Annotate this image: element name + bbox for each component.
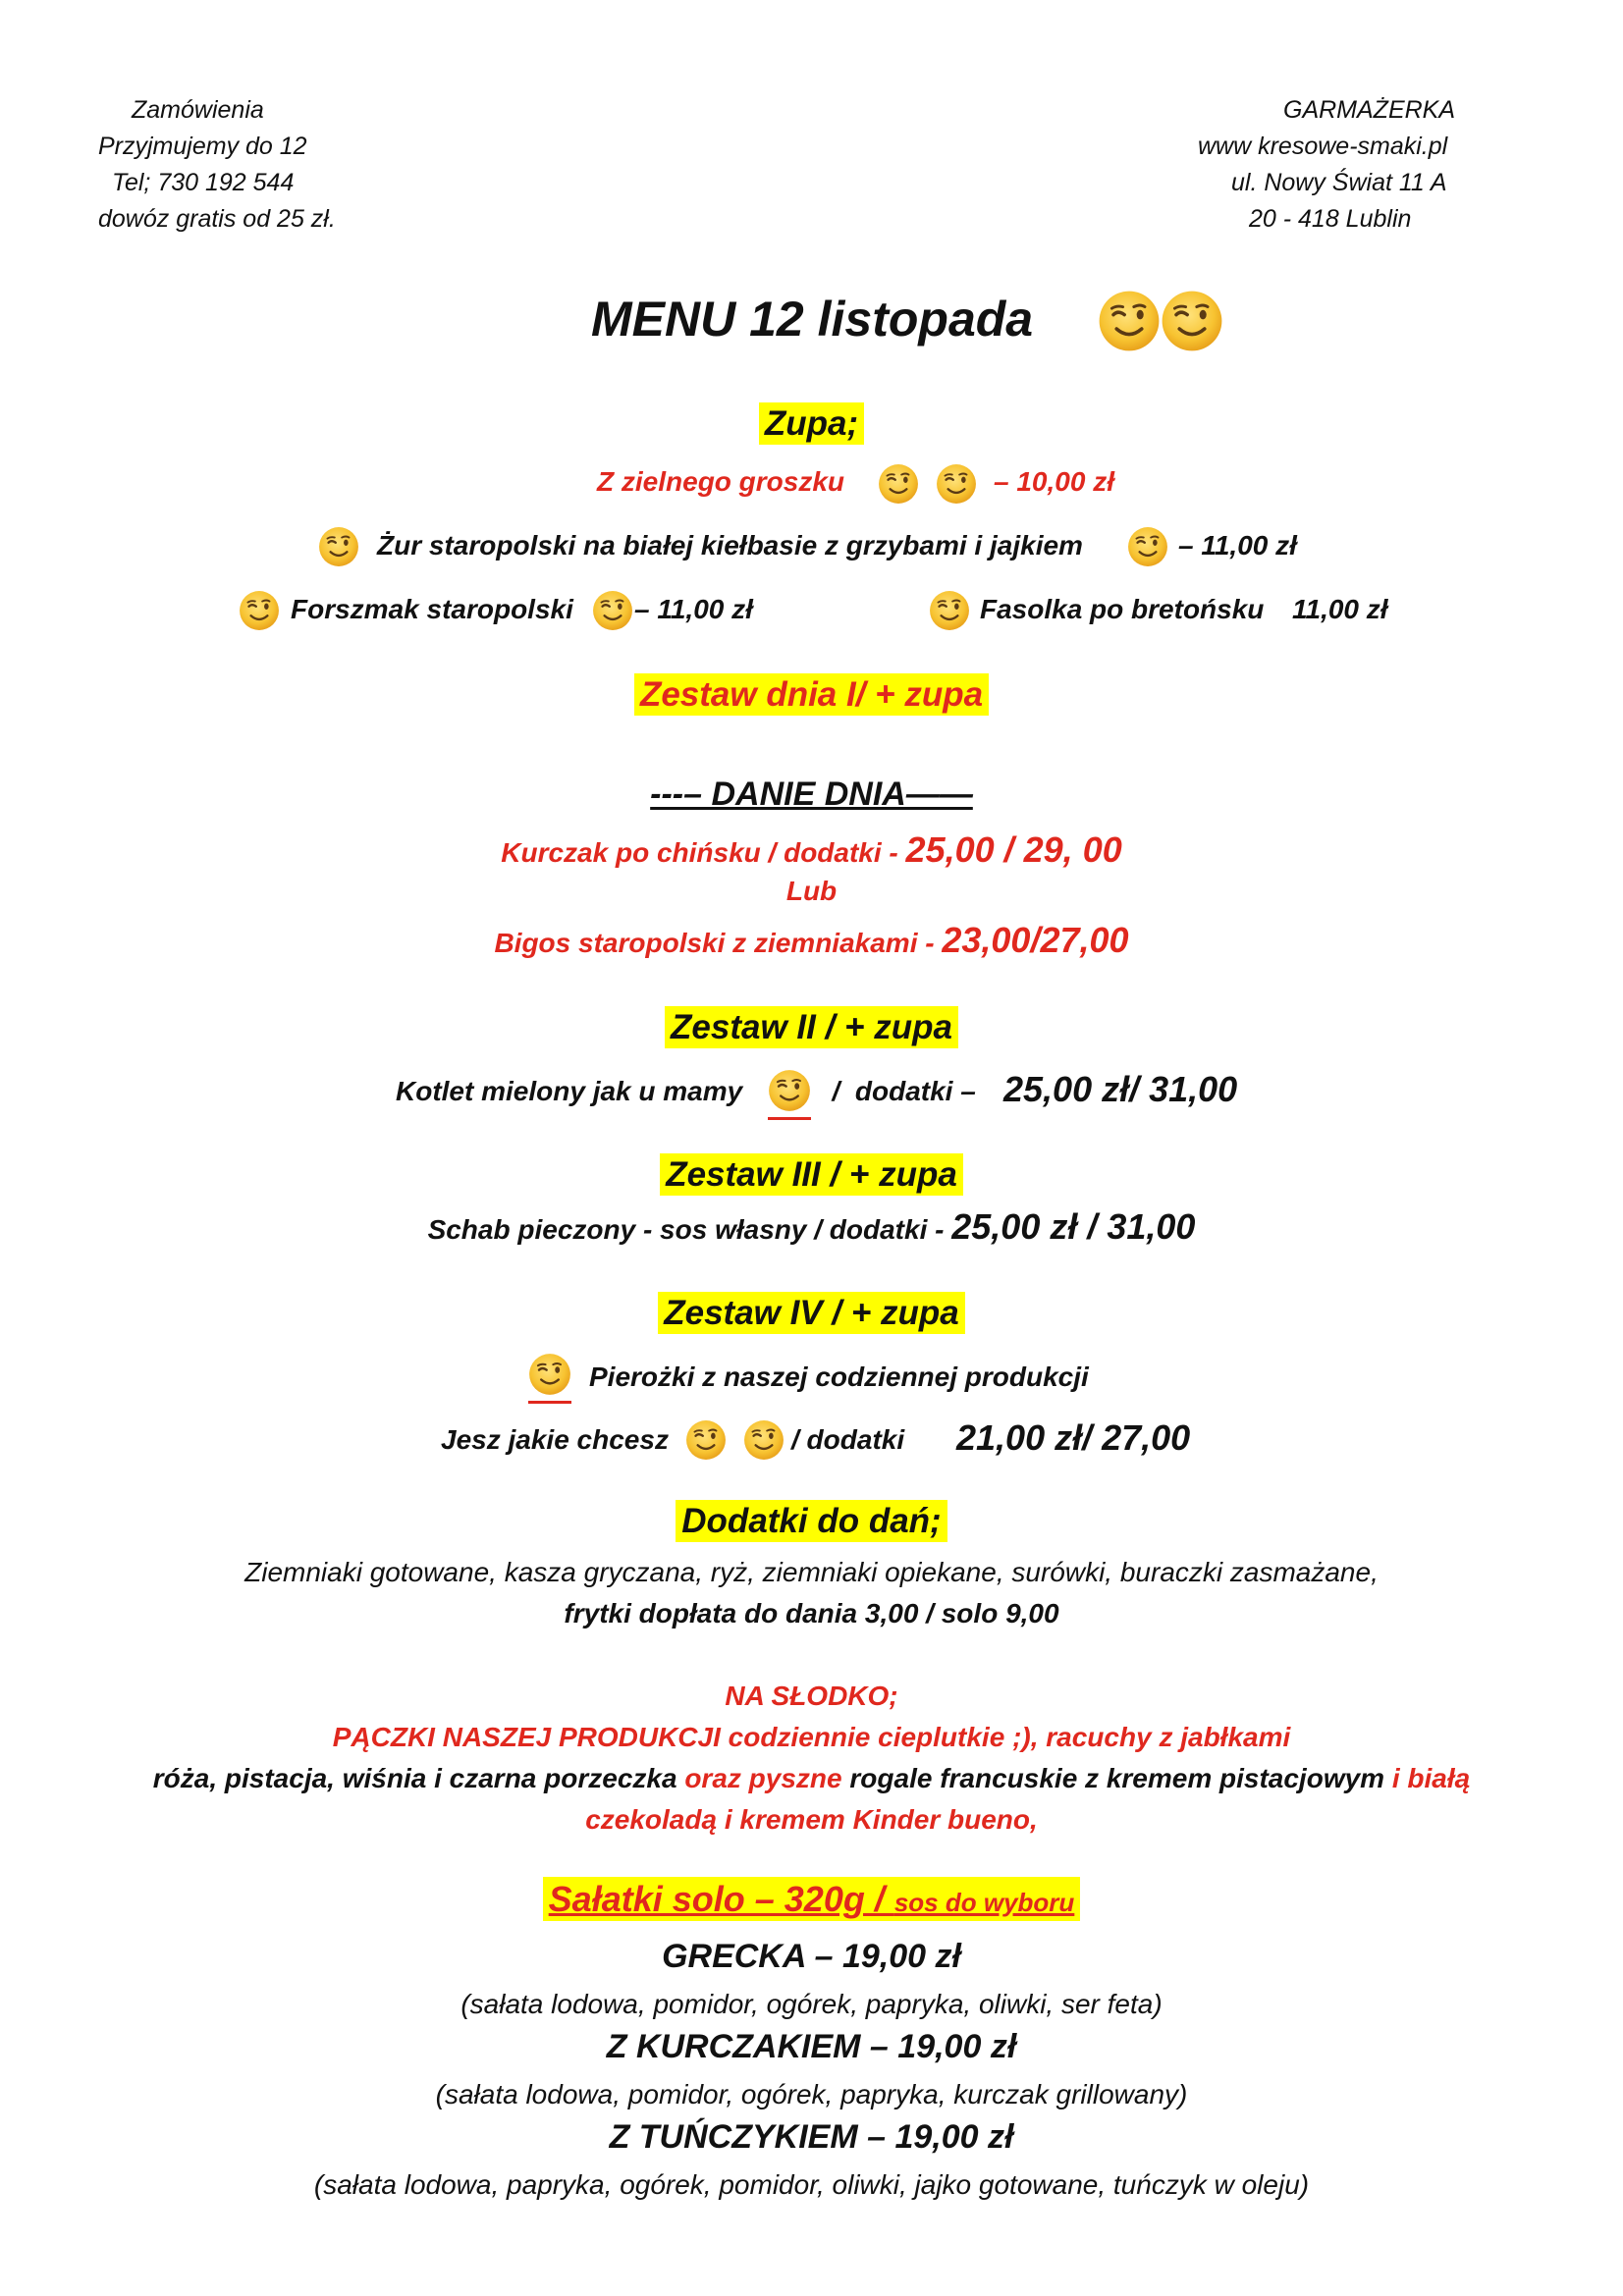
title-text: MENU 12 listopada [591,292,1034,347]
dodatki-line-2: frytki dopłata do dania 3,00 / solo 9,00 [564,1598,1059,1629]
zupa-item-2-price: – 11,00 zł [1178,530,1297,561]
wink-emoji-icon [936,463,977,509]
salatki-heading [0,1879,1623,1920]
slodko-line-2-d: i białą [1384,1763,1471,1793]
salatka-2-desc: (sałata lodowa, pomidor, ogórek, papryka, kurczak grillowany) [435,2079,1188,2109]
zupa-item-4-name: Fasolka po bretońsku [980,594,1265,624]
wink-emoji-icon [592,590,633,636]
slodko-line-2-c: rogale francuskie z kremem pistacjowym [849,1763,1385,1793]
slodko-line-2 [0,1763,1623,1794]
salatka-1-desc: (sałata lodowa, pomidor, ogórek, papryka, oliwki, ser feta) [460,1989,1163,2019]
header-right-line-2: www kresowe-smaki.pl [1198,133,1448,160]
zestaw-3-heading: Zestaw III / + zupa [0,1155,1623,1195]
salatka-3-name: Z TUŃCZYKIEM – 19,00 zł [609,2118,1014,2156]
slodko-line-2-b: oraz pyszne [684,1763,850,1793]
header-right-line-3: ul. Nowy Świat 11 A [1231,169,1447,196]
wink-emoji-icon [239,590,280,636]
header-right [1198,92,1455,238]
salatka-3-desc: (sałata lodowa, papryka, ogórek, pomidor, oliwki, jajko gotowane, tuńczyk w oleju) [313,2169,1310,2200]
zestaw-3-item-name: Schab pieczony - sos własny / dodatki - [427,1214,952,1245]
wink-emoji-icon [318,526,359,572]
dodatki-heading: Dodatki do dań; [0,1502,1623,1541]
zupa-item-2-name: Żur staropolski na białej kiełbasie z grzybami i jajkiem [377,530,1083,561]
wink-emoji-icon [878,463,919,509]
zupa-heading: Zupa; [0,404,1623,444]
salatki-heading-small: sos do wyboru [893,1888,1075,1917]
header-left-line-2: Przyjmujemy do 12 [98,133,307,160]
zestaw-2-item-mid: / dodatki – [817,1076,984,1106]
wink-emoji-icon [1127,526,1168,572]
header-right-line-4: 20 - 418 Lublin [1249,205,1412,233]
slodko-line-2-a: róża, pistacja, wiśnia i czarna porzeczka [152,1763,685,1793]
slodko-line-1: PĄCZKI NASZEJ PRODUKCJI codziennie cieplutkie ;), racuchy z jabłkami [332,1722,1291,1752]
header-left-line-3: Tel; 730 192 544 [112,169,295,196]
header-left-line-1: Zamówienia [132,96,264,124]
zestaw-1-item-2-price: 23,00/27,00 [942,920,1129,960]
zupa-item-3-price: – 11,00 zł [634,594,753,624]
zestaw-4-line-2-price: 21,00 zł/ 27,00 [956,1417,1191,1458]
slodko-heading: NA SŁODKO; [725,1681,898,1711]
zupa-item-1-name: Z zielnego groszku [597,466,845,497]
zestaw-4-line-2-name: Jesz jakie chcesz [441,1424,669,1455]
zestaw-1-heading: Zestaw dnia I/ + zupa [0,675,1623,715]
zestaw-3-item-price: 25,00 zł / 31,00 [951,1206,1196,1247]
page-title [591,291,1033,347]
wink-emoji-icon [1098,290,1161,357]
zupa-item-3-name: Forszmak staropolski [291,594,573,624]
salatki-heading-main: Sałatki solo – 320g / [548,1879,894,1919]
wink-emoji-icon [768,1069,811,1120]
slodko-line-3: czekoladą i kremem Kinder bueno, [585,1804,1038,1835]
zestaw-1-item-2 [0,920,1623,961]
wink-emoji-icon [743,1419,784,1466]
zestaw-1-item-1 [0,829,1623,871]
header-left-line-4: dowóz gratis od 25 zł. [98,205,336,233]
zupa-item-1-price: – 10,00 zł [994,466,1114,497]
zestaw-3-item [0,1206,1623,1248]
salatka-2-name: Z KURCZAKIEM – 19,00 zł [606,2028,1017,2065]
zestaw-2-heading: Zestaw II / + zupa [0,1008,1623,1047]
header-left [98,92,336,238]
zestaw-4-line-2-mid: / dodatki [791,1424,905,1455]
wink-emoji-icon [685,1419,727,1466]
salatka-1-name: GRECKA – 19,00 zł [662,1938,961,1975]
zestaw-1-item-1-price: 25,00 / 29, 00 [905,829,1122,870]
zupa-item-1 [597,466,844,498]
wink-emoji-icon [929,590,970,636]
danie-dnia-heading: ---– DANIE DNIA—— [650,775,973,813]
zestaw-1-lub: Lub [785,876,838,906]
zestaw-2-item-price: 25,00 zł/ 31,00 [1003,1069,1238,1109]
wink-emoji-icon [528,1353,571,1404]
zestaw-1-item-1-name: Kurczak po chińsku / dodatki - [501,837,906,868]
wink-emoji-icon [1161,290,1223,357]
zestaw-4-heading: Zestaw IV / + zupa [0,1294,1623,1333]
zestaw-4-line-1: Pierożki z naszej codziennej produkcji [589,1362,1089,1392]
zupa-item-4-price: 11,00 zł [1292,594,1388,624]
header-right-line-1: GARMAŻERKA [1283,96,1456,124]
zestaw-2-item-name: Kotlet mielony jak u mamy [396,1076,743,1106]
dodatki-line-1: Ziemniaki gotowane, kasza gryczana, ryż, ziemniaki opiekane, surówki, buraczki zasmażane, [244,1557,1379,1587]
zestaw-1-item-2-name: Bigos staropolski z ziemniakami - [494,928,943,958]
